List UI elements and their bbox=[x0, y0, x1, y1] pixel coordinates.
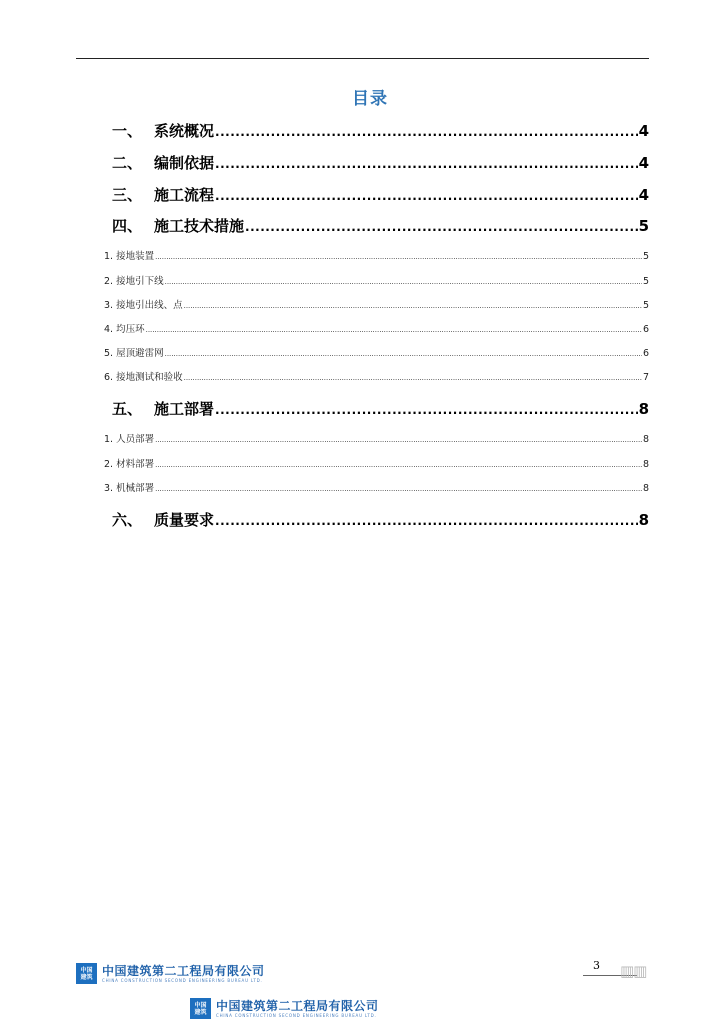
toc-leader bbox=[215, 157, 638, 171]
toc-subentry-page: 6 bbox=[642, 324, 649, 335]
toc-leader bbox=[155, 253, 642, 261]
toc-subentry-label: 3. 接地引出线、点 bbox=[104, 300, 183, 311]
toc-subentry[interactable] bbox=[104, 456, 649, 472]
toc-subentry[interactable] bbox=[104, 369, 649, 385]
toc-leader bbox=[165, 278, 642, 286]
company-name: 中国建筑第二工程局有限公司 bbox=[102, 963, 265, 978]
toc-subentry-page: 6 bbox=[642, 348, 649, 359]
toc-subentry-page: 7 bbox=[642, 372, 649, 383]
company-logo-icon: 中国 建筑 bbox=[190, 998, 211, 1019]
toc-leader bbox=[215, 189, 638, 203]
toc-subentry-page: 5 bbox=[642, 251, 649, 262]
toc-entry[interactable] bbox=[112, 120, 649, 144]
toc-leader bbox=[146, 326, 642, 334]
toc-entry-page: 4 bbox=[638, 122, 649, 140]
toc-subentry-page: 5 bbox=[642, 300, 649, 311]
toc-subentry-page: 8 bbox=[642, 459, 649, 470]
toc-entry-page: 5 bbox=[638, 217, 649, 235]
toc-leader bbox=[215, 125, 638, 139]
toc-leader bbox=[215, 403, 638, 417]
toc-subentry-label: 2. 接地引下线 bbox=[104, 276, 164, 287]
toc-entry-number: 六、 bbox=[112, 511, 143, 529]
toc-subentry[interactable] bbox=[104, 480, 649, 496]
toc-entry[interactable] bbox=[112, 152, 649, 176]
company-name-en: CHINA CONSTRUCTION SECOND ENGINEERING BUREAU LTD. bbox=[102, 977, 263, 983]
toc-entry-number: 一、 bbox=[112, 122, 143, 140]
header-rule bbox=[76, 58, 649, 59]
toc-entry-label: 施工技术措施 bbox=[154, 217, 245, 235]
toc-subentry[interactable] bbox=[104, 297, 649, 313]
toc-subentry-page: 5 bbox=[642, 276, 649, 287]
company-logo bbox=[76, 963, 265, 984]
toc-entry-label: 编制依据 bbox=[154, 154, 215, 172]
toc-entry-page: 4 bbox=[638, 186, 649, 204]
toc-title: 目录 bbox=[352, 89, 388, 109]
toc-subentry-label: 1. 接地装置 bbox=[104, 251, 155, 262]
company-logo-icon: 中国 建筑 bbox=[76, 963, 97, 984]
toc-leader bbox=[245, 220, 638, 234]
toc-entry-number: 五、 bbox=[112, 400, 143, 418]
toc-subentry-label: 1. 人员部署 bbox=[104, 434, 155, 445]
toc-subentry[interactable] bbox=[104, 345, 649, 361]
toc-entry-number: 二、 bbox=[112, 154, 143, 172]
toc-leader bbox=[184, 374, 642, 382]
company-name: 中国建筑第二工程局有限公司 bbox=[216, 998, 379, 1013]
toc-subentry-label: 6. 接地测试和验收 bbox=[104, 372, 183, 383]
toc-entry-number: 三、 bbox=[112, 186, 143, 204]
toc-entry[interactable] bbox=[112, 215, 649, 239]
toc-subentry[interactable] bbox=[104, 321, 649, 337]
toc-subentry[interactable] bbox=[104, 273, 649, 289]
toc-subentry-label: 3. 机械部署 bbox=[104, 483, 155, 494]
toc-leader bbox=[155, 461, 642, 469]
toc-subentry-label: 4. 均压环 bbox=[104, 324, 145, 335]
toc-leader bbox=[155, 485, 642, 493]
toc-subentry[interactable] bbox=[104, 431, 649, 447]
page-number: 3 bbox=[593, 959, 600, 972]
toc-leader bbox=[155, 436, 642, 444]
toc-entry-label: 施工流程 bbox=[154, 186, 215, 204]
toc-subentry[interactable] bbox=[104, 248, 649, 264]
toc-entry[interactable] bbox=[112, 509, 649, 533]
toc-subentry-page: 8 bbox=[642, 434, 649, 445]
toc-entry-label: 质量要求 bbox=[154, 511, 215, 529]
toc-entry[interactable] bbox=[112, 184, 649, 208]
toc-entry-page: 8 bbox=[638, 400, 649, 418]
toc-entry-page: 4 bbox=[638, 154, 649, 172]
toc-entry-label: 施工部署 bbox=[154, 400, 215, 418]
company-logo-secondary bbox=[190, 998, 379, 1019]
toc-leader bbox=[165, 350, 642, 358]
toc-entry-page: 8 bbox=[638, 511, 649, 529]
toc-leader bbox=[215, 514, 638, 528]
toc-subentry-page: 8 bbox=[642, 483, 649, 494]
corner-mark-icon: ▥▥ bbox=[620, 962, 647, 980]
toc-entry-label: 系统概况 bbox=[154, 122, 215, 140]
toc-entry-number: 四、 bbox=[112, 217, 143, 235]
toc-subentry-label: 5. 屋顶避雷网 bbox=[104, 348, 164, 359]
toc-entry[interactable] bbox=[112, 398, 649, 422]
toc-leader bbox=[184, 302, 642, 310]
toc-subentry-label: 2. 材料部署 bbox=[104, 459, 155, 470]
company-name-en: CHINA CONSTRUCTION SECOND ENGINEERING BUREAU LTD. bbox=[216, 1012, 377, 1018]
